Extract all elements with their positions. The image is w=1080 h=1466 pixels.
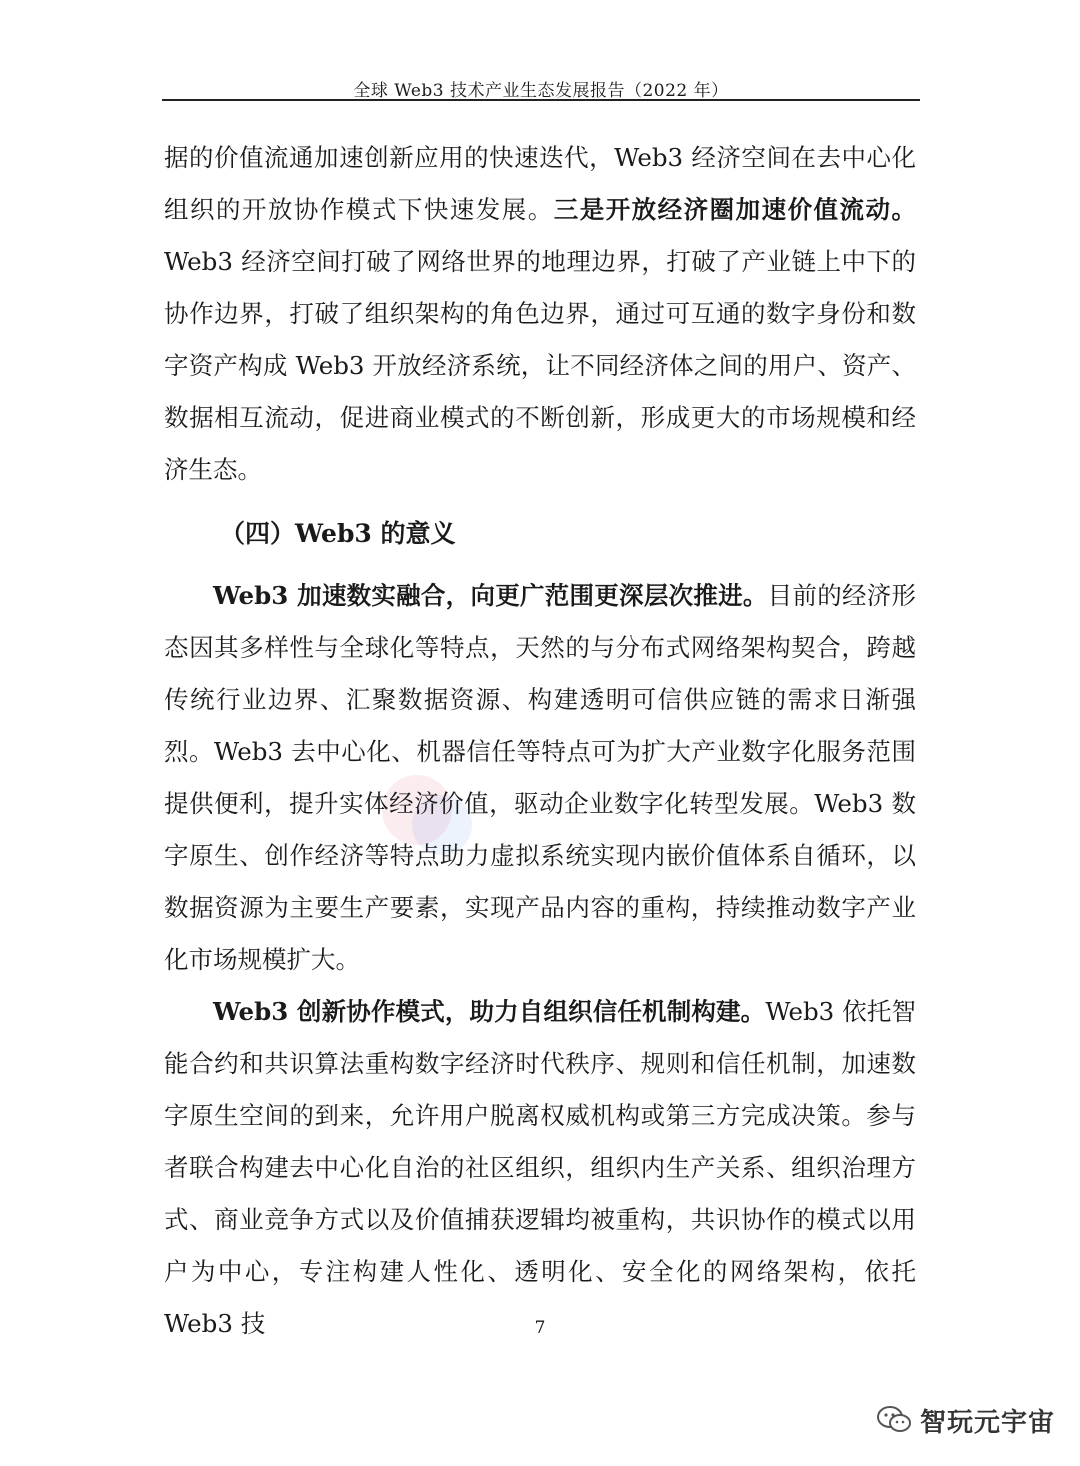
paragraph-emphasis: Web3 创新协作模式，助力自组织信任机制构建。	[213, 997, 766, 1026]
paragraph-3	[164, 986, 916, 1350]
wechat-icon	[876, 1405, 912, 1435]
brand-name: 智玩元宇宙	[920, 1407, 1056, 1438]
section-heading: （四）Web3 的意义	[220, 519, 456, 548]
brand-watermark	[876, 1400, 1055, 1440]
paragraph-text: Web3 依托智能合约和共识算法重构数字经济时代秩序、规则和信任机制，加速数字原生空间的到来，允许用户脱离权威机构或第三方完成决策。参与者联合构建去中心化自治的社区组织，组织内生产关系、组织治理方式、商业竞争方式以及价值捕获逻辑均被重构，共识协作的模式以用户为中心，专注构建人性化、透明化、安全化的网络架构，依托 Web3 技	[164, 997, 917, 1338]
page-number: 7	[534, 1318, 546, 1338]
paragraph-emphasis: Web3 加速数实融合，向更广范围更深层次推进。	[213, 581, 768, 610]
paragraph-emphasis: 三是开放经济圈加速价值流动。	[553, 195, 917, 224]
document-body	[164, 132, 916, 1350]
paragraph-1	[164, 132, 916, 496]
paragraph-2	[164, 570, 916, 986]
paragraph-text: Web3 经济空间打破了网络世界的地理边界，打破了产业链上中下的协作边界，打破了组织架构的角色边界，通过可互通的数字身份和数字资产构成 Web3 开放经济系统，让不同经济体之间的用户、资产、数据相互流动，促进商业模式的不断创新，形成更大的市场规模和经济生态。	[164, 247, 916, 484]
paragraph-text: 据的价值流通加速创新应用的快速迭代，Web3 经济空间在去中心化组织的开放协作模式下快速发展。	[164, 143, 916, 224]
header-divider	[162, 99, 920, 101]
running-header: 全球 Web3 技术产业生态发展报告（2022 年）	[353, 81, 729, 101]
paragraph-text: 目前的经济形态因其多样性与全球化等特点，天然的与分布式网络架构契合，跨越传统行业边界、汇聚数据资源、构建透明可信供应链的需求日渐强烈。Web3 去中心化、机器信任等特点可为扩大产业数字化服务范围提供便利，提升实体经济价值，驱动企业数字化转型发展。Web3 数字原生、创作经济等特点助力虚拟系统实现内嵌价值体系自循环，以数据资源为主要生产要素，实现产品内容的重构，持续推动数字产业化市场规模扩大。	[164, 581, 917, 974]
